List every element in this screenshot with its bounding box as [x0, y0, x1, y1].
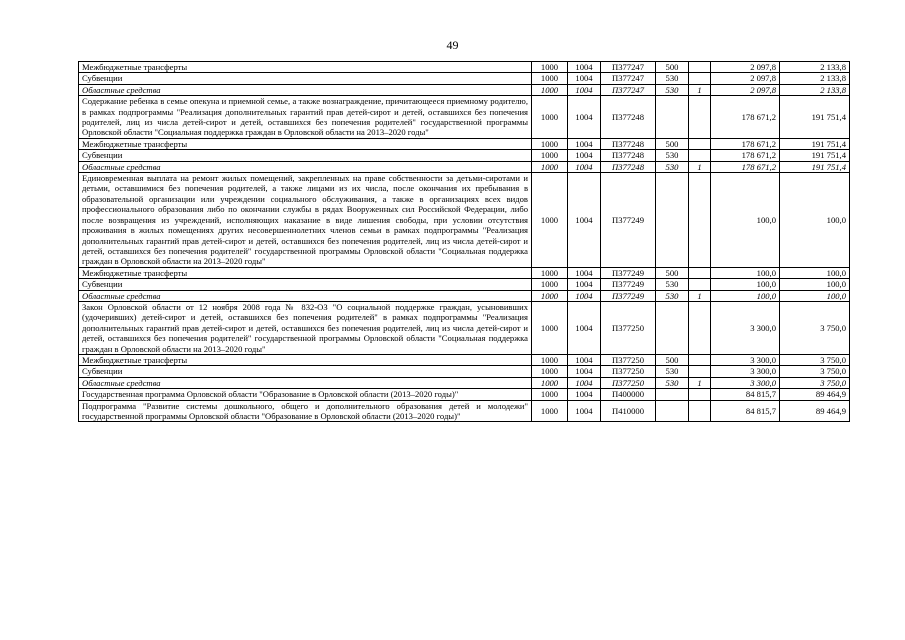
table-row: [79, 301, 850, 354]
amount-year-2: 191 751,4: [780, 138, 850, 149]
subsection-code: 1004: [568, 62, 601, 73]
row-description: Межбюджетные трансферты: [79, 138, 532, 149]
target-article-code: П377250: [601, 354, 656, 365]
table-row: [79, 173, 850, 268]
subsection-code: 1004: [568, 290, 601, 301]
section-code: 1000: [532, 150, 568, 161]
subsection-code: 1004: [568, 150, 601, 161]
amount-year-1: 84 815,7: [711, 389, 780, 400]
amount-year-1: 2 097,8: [711, 84, 780, 95]
target-article-code: П377247: [601, 62, 656, 73]
expense-type-code: 500: [656, 62, 689, 73]
section-code: 1000: [532, 377, 568, 388]
row-description: Областные средства: [79, 377, 532, 388]
table-row: [79, 62, 850, 73]
amount-year-1: 100,0: [711, 279, 780, 290]
amount-year-2: 2 133,8: [780, 73, 850, 84]
target-article-code: П377247: [601, 73, 656, 84]
subsection-code: 1004: [568, 400, 601, 422]
section-code: 1000: [532, 354, 568, 365]
row-description: Межбюджетные трансферты: [79, 267, 532, 278]
expense-type-code: 530: [656, 290, 689, 301]
section-code: 1000: [532, 279, 568, 290]
subsection-code: 1004: [568, 389, 601, 400]
table-row: [79, 279, 850, 290]
subsection-code: 1004: [568, 161, 601, 172]
amount-year-1: 100,0: [711, 173, 780, 268]
table-row: [79, 73, 850, 84]
amount-year-2: 191 751,4: [780, 96, 850, 139]
row-description: Единовременная выплата на ремонт жилых помещений, закрепленных на праве собственности за детьми-сиротами и детьми, оставшимися без попечения родителей, а также лицами из их числа, после окончания их пребывания в образовательной организации или учреждении социального обслуживания, а также в организациях всех видов профессионального образования либо по окончании службы в рядах Вооруженных сил Российской Федерации, либо после возвращения из учреждений, исполняющих наказание в виде лишения свободы, при условии отсутствия проживания в жилых помещениях других несовершеннолетних членов семьи в рамках подпрограммы "Реализация дополнительных гарантий прав детей-сирот и детей, оставшихся без попечения родителей, лиц из числа детей-сирот и детей, оставшихся без попечения родителей" государственной программы Орловской области "Социальная поддержка граждан в Орловской области на 2013–2020 годы": [79, 173, 532, 268]
target-article-code: П377247: [601, 84, 656, 95]
amount-year-1: 100,0: [711, 290, 780, 301]
section-code: 1000: [532, 173, 568, 268]
section-code: 1000: [532, 389, 568, 400]
amount-year-2: 100,0: [780, 173, 850, 268]
funding-source-code: [689, 279, 711, 290]
target-article-code: П377249: [601, 279, 656, 290]
table-row: [79, 84, 850, 95]
subsection-code: 1004: [568, 279, 601, 290]
target-article-code: П377248: [601, 150, 656, 161]
amount-year-2: 3 750,0: [780, 301, 850, 354]
expense-type-code: 530: [656, 377, 689, 388]
expense-type-code: 500: [656, 354, 689, 365]
amount-year-1: 3 300,0: [711, 377, 780, 388]
funding-source-code: [689, 62, 711, 73]
amount-year-1: 3 300,0: [711, 301, 780, 354]
budget-table-body: [79, 62, 850, 422]
subsection-code: 1004: [568, 377, 601, 388]
row-description: Областные средства: [79, 161, 532, 172]
row-description: Областные средства: [79, 84, 532, 95]
section-code: 1000: [532, 267, 568, 278]
table-row: [79, 138, 850, 149]
row-description: Субвенции: [79, 366, 532, 377]
subsection-code: 1004: [568, 301, 601, 354]
funding-source-code: [689, 150, 711, 161]
section-code: 1000: [532, 73, 568, 84]
expense-type-code: 530: [656, 279, 689, 290]
subsection-code: 1004: [568, 267, 601, 278]
expense-type-code: [656, 96, 689, 139]
amount-year-2: 3 750,0: [780, 366, 850, 377]
amount-year-2: 100,0: [780, 290, 850, 301]
section-code: 1000: [532, 138, 568, 149]
table-row: [79, 366, 850, 377]
row-description: Государственная программа Орловской области "Образование в Орловской области (2013–2020 годы)": [79, 389, 532, 400]
expense-type-code: 500: [656, 267, 689, 278]
row-description: Субвенции: [79, 279, 532, 290]
row-description: Межбюджетные трансферты: [79, 62, 532, 73]
row-description: Субвенции: [79, 150, 532, 161]
row-description: Субвенции: [79, 73, 532, 84]
subsection-code: 1004: [568, 354, 601, 365]
subsection-code: 1004: [568, 366, 601, 377]
subsection-code: 1004: [568, 173, 601, 268]
expense-type-code: [656, 400, 689, 422]
funding-source-code: [689, 173, 711, 268]
amount-year-2: 2 133,8: [780, 62, 850, 73]
table-row: [79, 377, 850, 388]
row-description: Закон Орловской области от 12 ноября 2008 года № 832-ОЗ "О социальной поддержке граждан, усыновивших (удочеривших) детей-сирот и детей, оставшихся без попечения родителей" в рамках подпрограммы "Реализация дополнительных гарантий прав детей-сирот и детей, оставшихся без попечения родителей, лиц из числа детей-сирот и детей, оставшихся без попечения родителей" государственной программы Орловской области "Социальная поддержка граждан в Орловской области на 2013–2020 годы": [79, 301, 532, 354]
target-article-code: П377250: [601, 301, 656, 354]
section-code: 1000: [532, 96, 568, 139]
amount-year-2: 191 751,4: [780, 161, 850, 172]
row-description: Областные средства: [79, 290, 532, 301]
funding-source-code: 1: [689, 84, 711, 95]
page-number: 49: [446, 38, 459, 52]
funding-source-code: [689, 138, 711, 149]
row-description: Содержание ребенка в семье опекуна и приемной семье, а также вознаграждение, причитающееся приемному родителю, в рамках подпрограммы "Реализация дополнительных гарантий прав детей-сирот и детей, оставшихся без попечения родителей, лиц из числа детей-сирот и детей, оставшихся без попечения родителей" государственной программы Орловской области "Социальная поддержка граждан в Орловской области на 2013–2020 годы": [79, 96, 532, 139]
table-row: [79, 150, 850, 161]
amount-year-1: 178 671,2: [711, 138, 780, 149]
section-code: 1000: [532, 400, 568, 422]
amount-year-2: 2 133,8: [780, 84, 850, 95]
funding-source-code: [689, 73, 711, 84]
target-article-code: П410000: [601, 400, 656, 422]
target-article-code: П377250: [601, 366, 656, 377]
section-code: 1000: [532, 161, 568, 172]
table-row: [79, 161, 850, 172]
row-description: Подпрограмма "Развитие системы дошкольного, общего и дополнительного образования детей и молодежи" государственной программы Орловской области "Образование в Орловской области (2013–2020 годы)": [79, 400, 532, 422]
amount-year-2: 191 751,4: [780, 150, 850, 161]
funding-source-code: [689, 366, 711, 377]
amount-year-1: 178 671,2: [711, 161, 780, 172]
amount-year-2: 3 750,0: [780, 354, 850, 365]
table-row: [79, 267, 850, 278]
expense-type-code: [656, 389, 689, 400]
table-row: [79, 354, 850, 365]
budget-table: [78, 61, 850, 422]
subsection-code: 1004: [568, 84, 601, 95]
table-row: [79, 400, 850, 422]
funding-source-code: [689, 267, 711, 278]
expense-type-code: [656, 173, 689, 268]
expense-type-code: 530: [656, 84, 689, 95]
target-article-code: П377249: [601, 173, 656, 268]
amount-year-1: 3 300,0: [711, 366, 780, 377]
amount-year-1: 100,0: [711, 267, 780, 278]
expense-type-code: 530: [656, 366, 689, 377]
amount-year-2: 3 750,0: [780, 377, 850, 388]
target-article-code: П400000: [601, 389, 656, 400]
target-article-code: П377249: [601, 267, 656, 278]
amount-year-1: 178 671,2: [711, 150, 780, 161]
target-article-code: П377248: [601, 161, 656, 172]
amount-year-1: 178 671,2: [711, 96, 780, 139]
target-article-code: П377249: [601, 290, 656, 301]
section-code: 1000: [532, 62, 568, 73]
expense-type-code: 530: [656, 161, 689, 172]
expense-type-code: 530: [656, 73, 689, 84]
section-code: 1000: [532, 84, 568, 95]
section-code: 1000: [532, 301, 568, 354]
expense-type-code: 500: [656, 138, 689, 149]
amount-year-2: 100,0: [780, 267, 850, 278]
subsection-code: 1004: [568, 96, 601, 139]
funding-source-code: [689, 389, 711, 400]
expense-type-code: [656, 301, 689, 354]
section-code: 1000: [532, 366, 568, 377]
amount-year-1: 2 097,8: [711, 62, 780, 73]
funding-source-code: [689, 354, 711, 365]
funding-source-code: 1: [689, 290, 711, 301]
target-article-code: П377248: [601, 96, 656, 139]
section-code: 1000: [532, 290, 568, 301]
amount-year-1: 3 300,0: [711, 354, 780, 365]
amount-year-2: 89 464,9: [780, 400, 850, 422]
amount-year-1: 84 815,7: [711, 400, 780, 422]
funding-source-code: 1: [689, 377, 711, 388]
funding-source-code: [689, 400, 711, 422]
funding-source-code: 1: [689, 161, 711, 172]
subsection-code: 1004: [568, 73, 601, 84]
amount-year-2: 89 464,9: [780, 389, 850, 400]
expense-type-code: 530: [656, 150, 689, 161]
target-article-code: П377250: [601, 377, 656, 388]
amount-year-1: 2 097,8: [711, 73, 780, 84]
table-row: [79, 290, 850, 301]
amount-year-2: 100,0: [780, 279, 850, 290]
table-row: [79, 389, 850, 400]
funding-source-code: [689, 96, 711, 139]
funding-source-code: [689, 301, 711, 354]
target-article-code: П377248: [601, 138, 656, 149]
table-row: [79, 96, 850, 139]
row-description: Межбюджетные трансферты: [79, 354, 532, 365]
subsection-code: 1004: [568, 138, 601, 149]
